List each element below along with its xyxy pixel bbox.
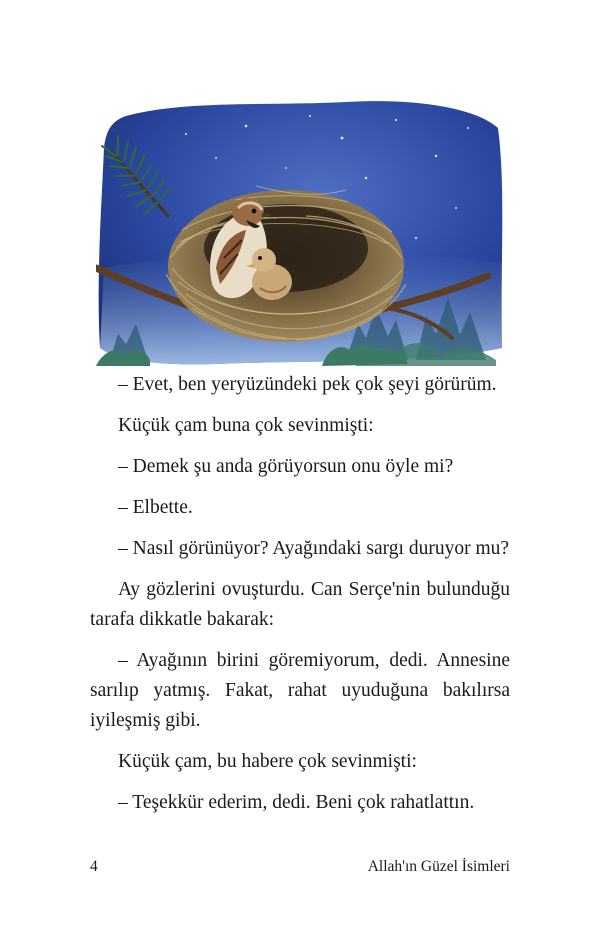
page-number: 4	[90, 858, 98, 875]
page-footer	[90, 858, 510, 876]
paragraph: – Evet, ben yeryüzündeki pek çok şeyi görürüm.	[118, 374, 497, 395]
paragraph: Küçük çam buna çok sevinmişti:	[118, 415, 374, 436]
story-text	[90, 370, 510, 829]
nest-illustration	[96, 98, 504, 366]
paragraph: – Nasıl görünüyor? Ayağındaki sargı duruyor mu?	[118, 538, 510, 559]
paragraph: – Demek şu anda görüyorsun onu öyle mi?	[118, 456, 454, 477]
sparrows-in-nest-image	[96, 98, 504, 366]
book-title: Allah'ın Güzel İsimleri	[367, 858, 510, 875]
paragraph: Küçük çam, bu habere çok sevinmişti:	[118, 751, 417, 772]
paragraph: – Elbette.	[118, 497, 193, 518]
paragraph: – Teşekkür ederim, dedi. Beni çok rahatlattın.	[118, 792, 475, 813]
paragraph: Ay gözlerini ovuşturdu. Can Serçe'nin bulunduğu tarafa dikkatle bakarak:	[90, 579, 510, 630]
paragraph: – Ayağının birini göremiyorum, dedi. Annesine sarılıp yatmış. Fakat, rahat uyuduğuna bakılırsa iyileşmiş gibi.	[90, 650, 510, 731]
